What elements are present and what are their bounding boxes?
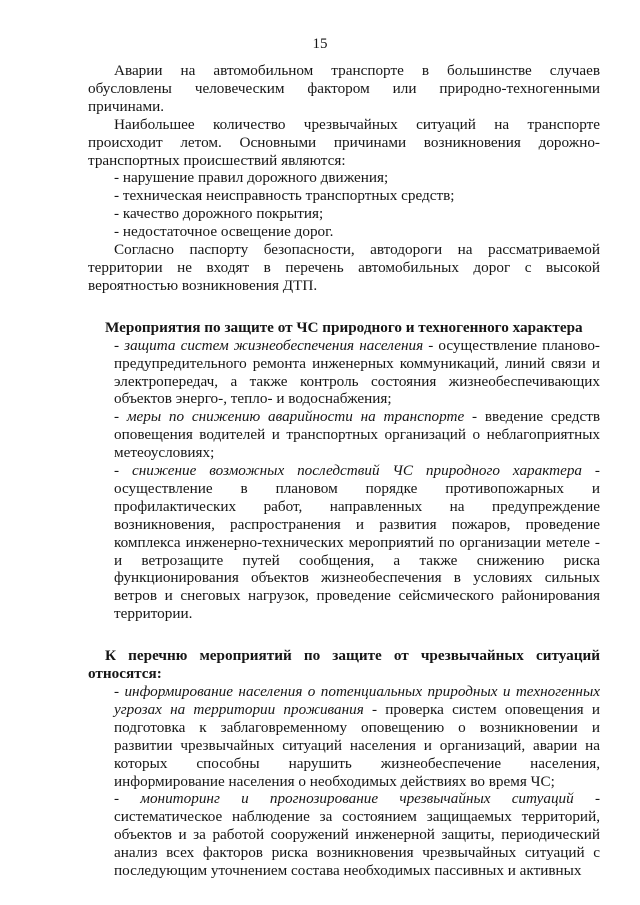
paragraph-accidents: Аварии на автомобильном транспорте в большинстве случаев обусловлены человеческим фактором или природно-техногенными причинами. [88, 62, 600, 115]
list-item: - снижение возможных последствий ЧС природного характера - осуществление в плановом порядке противопожарных и профилактических работ, направленных на предупреждение возникновения, распространения и развития пожаров, проведение комплекса инженерно-технических мероприятий по организации метеле - и ветрозащите путей сообщения, а также снижению риска функционирования объектов жизнеобеспечения в условиях сильных ветров и снеговых нагрузок, проведение сейсмического районирования территории. [114, 462, 600, 623]
paragraph-safety-passport: Согласно паспорту безопасности, автодороги на рассматриваемой территории не входят в перечень автомобильных дорог с высокой вероятностью возникновения ДТП. [88, 241, 600, 294]
item-term: меры по снижению аварийности на транспорте [126, 408, 465, 426]
list-item: - мониторинг и прогнозирование чрезвычайных ситуаций - систематическое наблюдение за состоянием защищаемых территорий, объектов и за работой сооружений инженерной защиты, периодический анализ всех факторов риска возникновения чрезвычайных ситуаций с последующим уточнением состава необходимых пассивных и активных [114, 790, 600, 880]
list-item: - защита систем жизнеобеспечения населения - осуществление планово-предупредительного ремонта инженерных коммуникаций, линий связи и электропередач, а также контроль состояния жизнеобеспечивающих объектов энерго-, тепло- и водоснабжения; [114, 336, 600, 408]
list-item: - качество дорожного покрытия; [114, 205, 324, 223]
page-number: 15 [312, 36, 328, 52]
item-term: информирование населения о потенциальных природных и техногенных угрозах на территории проживания [114, 683, 600, 718]
item-term: снижение возможных последствий ЧС природного характера [131, 462, 583, 480]
list-item: - меры по снижению аварийности на транспорте - введение средств оповещения водителей и транспортных организаций о неблагоприятных метеоусловиях; [114, 408, 600, 462]
list-item: - техническая неисправность транспортных средств; [114, 187, 455, 205]
document-body [88, 62, 600, 880]
list-item: - нарушение правил дорожного движения; [114, 169, 389, 187]
item-term: защита систем жизнеобеспечения населения [124, 336, 424, 354]
list-item: - информирование населения о потенциальных природных и техногенных угрозах на территории проживания - проверка систем оповещения и подготовка к заблаговременному оповещению о возникновении и развитии чрезвычайных ситуаций населения и организаций, аварии на которых способны нарушить жизнеобеспечение населения, информирование населения о необходимых действиях во время ЧС; [114, 683, 600, 790]
item-term: мониторинг и прогнозирование чрезвычайных ситуаций [140, 790, 574, 808]
paragraph-emergencies: Наибольшее количество чрезвычайных ситуаций на транспорте происходит летом. Основными причинами возникновения дорожно-транспортных происшествий являются: [88, 115, 600, 169]
section-heading: Мероприятия по защите от ЧС природного и техногенного характера [105, 318, 583, 336]
section-2-list [88, 683, 600, 880]
causes-list [88, 169, 600, 241]
list-item: - недостаточное освещение дорог. [114, 223, 334, 241]
section-1-list [88, 337, 600, 624]
section-heading: К перечню мероприятий по защите от чрезвычайных ситуаций относятся: [88, 647, 600, 683]
